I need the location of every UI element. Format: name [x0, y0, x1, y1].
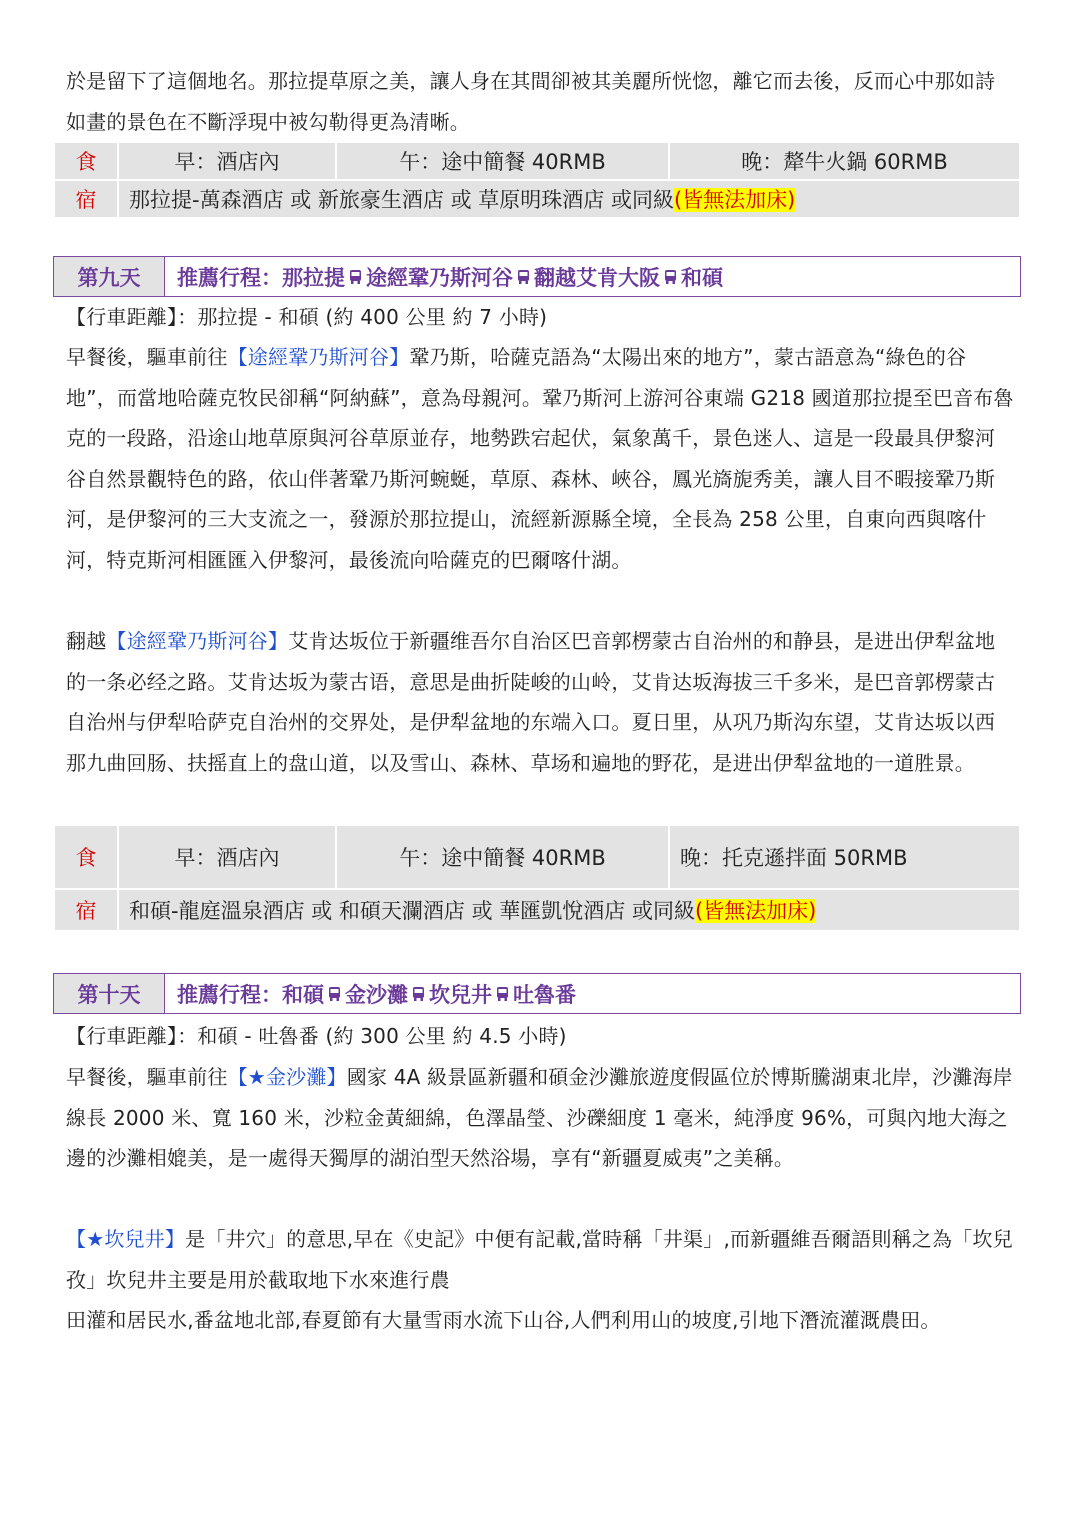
bus-icon — [664, 270, 677, 284]
route-stop: 和碩 — [681, 265, 723, 290]
meal-row — [54, 825, 1020, 889]
stay-row — [54, 889, 1020, 931]
day9-header — [53, 256, 1021, 297]
bus-icon — [349, 270, 362, 284]
stay-note: (皆無法加床) — [694, 899, 817, 923]
day9-distance: 【行車距離】：那拉提 - 和碩 (約 400 公里 約 7 小時) — [66, 305, 548, 329]
dinner-cell: 晚：犛牛火鍋 60RMB — [669, 142, 1020, 180]
intro-paragraph: 於是留下了這個地名。那拉提草原之美，讓人身在其間卻被其美麗所恍惚，離它而去後，反而心中那如詩如畫的景色在不斷浮現中被勾勒得更為清晰。 — [66, 69, 996, 134]
route-stop: 那拉提 — [282, 265, 345, 290]
attraction-tag: 【途經鞏乃斯河谷】 — [106, 629, 289, 653]
breakfast-cell: 早：酒店內 — [118, 142, 336, 180]
stay-row — [54, 180, 1020, 218]
para-lead: 翻越 — [66, 629, 107, 653]
dinner-cell: 晚：托克遜拌面 50RMB — [669, 825, 1020, 889]
para-lead: 早餐後，驅車前往 — [66, 345, 228, 369]
route-stop: 翻越艾肯大阪 — [534, 265, 660, 290]
stay-cell — [118, 180, 1020, 218]
stay-note: (皆無法加床) — [673, 188, 796, 212]
day9-paragraph-2 — [66, 621, 1014, 783]
stay-label: 宿 — [54, 180, 118, 218]
route-title — [165, 257, 723, 296]
meal-label: 食 — [54, 825, 118, 889]
stay-label: 宿 — [54, 889, 118, 931]
day-label: 第十天 — [54, 974, 165, 1013]
route-stop: 途經鞏乃斯河谷 — [366, 265, 513, 290]
breakfast-cell: 早：酒店內 — [118, 825, 336, 889]
para-body: 是「井穴」的意思,早在《史記》中便有記載,當時稱「井渠」,而新疆維吾爾語則稱之為「坎兒孜」坎兒井主要是用於截取地下水來進行農 — [66, 1227, 1013, 1292]
route-stop: 金沙灘 — [345, 982, 408, 1007]
day10-header — [53, 973, 1021, 1014]
bus-icon — [496, 987, 509, 1001]
bus-icon — [517, 270, 530, 284]
route-stop: 坎兒井 — [429, 982, 492, 1007]
para-body: 鞏乃斯，哈薩克語為“太陽出來的地方”，蒙古語意為“綠色的谷地”，而當地哈薩克牧民卻稱“阿納蘇”，意為母親河。鞏乃斯河上游河谷東端 G218 國道那拉提至巴音布魯克的一段路，沿途山地草原與河谷草原並存，地勢跌宕起伏，氣象萬千，景色迷人、這是一段最具伊黎河谷自然景觀特色的路，依山伴著鞏乃斯河蜿蜒，草原、森林、峽谷，鳳光旖旎秀美，讓人目不暇接鞏乃斯河，是伊黎河的三大支流之一，發源於那拉提山，流經新源縣全境，全長為 258 公里，自東向西與喀什河，特克斯河相匯匯入伊黎河，最後流向哈薩克的巴爾喀什湖。 — [66, 345, 1014, 572]
para-lead: 早餐後，驅車前往 — [66, 1065, 228, 1089]
lunch-cell: 午：途中簡餐 40RMB — [336, 825, 669, 889]
route-prefix: 推薦行程： — [177, 982, 282, 1007]
para-body: 艾肯达坂位于新疆维吾尔自治区巴音郭楞蒙古自治州的和静县，是进出伊犁盆地的一条必经之路。艾肯达坂为蒙古语，意思是曲折陡峻的山岭，艾肯达坂海拔三千多米，是巴音郭楞蒙古 自治州与伊犁哈萨克自治州的交界处，是伊犁盆地的东端入口。夏日里，从巩乃斯沟东望，艾肯达坂以西那九曲回肠、扶摇直上的盘山道，以及雪山、森林、草场和遍地的野花，是进出伊犁盆地的一道胜景。 — [66, 629, 996, 775]
attraction-tag: 【★金沙灘】 — [227, 1065, 347, 1089]
route-stop: 和碩 — [282, 982, 324, 1007]
day-label: 第九天 — [54, 257, 165, 296]
route-title — [165, 974, 576, 1013]
day10-distance: 【行車距離】：和碩 - 吐魯番 (約 300 公里 約 4.5 小時) — [66, 1024, 567, 1048]
meal-table-day9 — [53, 824, 1021, 932]
attraction-tag: 【★坎兒井】 — [66, 1227, 186, 1251]
stay-text: 和碩-龍庭溫泉酒店 或 和碩天瀾酒店 或 華匯凱悅酒店 或同級 — [129, 899, 695, 923]
lunch-cell: 午：途中簡餐 40RMB — [336, 142, 669, 180]
attraction-tag: 【途經鞏乃斯河谷】 — [227, 345, 410, 369]
stay-cell — [118, 889, 1020, 931]
meal-row — [54, 142, 1020, 180]
meal-table-day8 — [53, 141, 1021, 219]
route-prefix: 推薦行程： — [177, 265, 282, 290]
day10-paragraph-3: 田灌和居民水,番盆地北部,春夏節有大量雪雨水流下山谷,人們利用山的坡度,引地下潛流灌溉農田。 — [66, 1308, 941, 1332]
day10-paragraph-1 — [66, 1057, 1014, 1179]
bus-icon — [412, 987, 425, 1001]
day10-paragraph-2 — [66, 1219, 1014, 1300]
para-body: 國家 4A 級景區新疆和碩金沙灘旅遊度假區位於博斯騰湖東北岸，沙灘海岸線長 2000 米、寬 160 米，沙粒金黃細綿，色澤晶瑩、沙礫細度 1 毫米，純淨度 96%，可與內地大海之邊的沙灘相媲美，是一處得天獨厚的湖泊型天然浴場，享有“新疆夏威夷”之美稱。 — [66, 1065, 1013, 1171]
day9-paragraph-1 — [66, 337, 1014, 581]
stay-text: 那拉提-萬森酒店 或 新旅豪生酒店 或 草原明珠酒店 或同級 — [129, 188, 674, 212]
route-stop: 吐魯番 — [513, 982, 576, 1007]
meal-label: 食 — [54, 142, 118, 180]
bus-icon — [328, 987, 341, 1001]
